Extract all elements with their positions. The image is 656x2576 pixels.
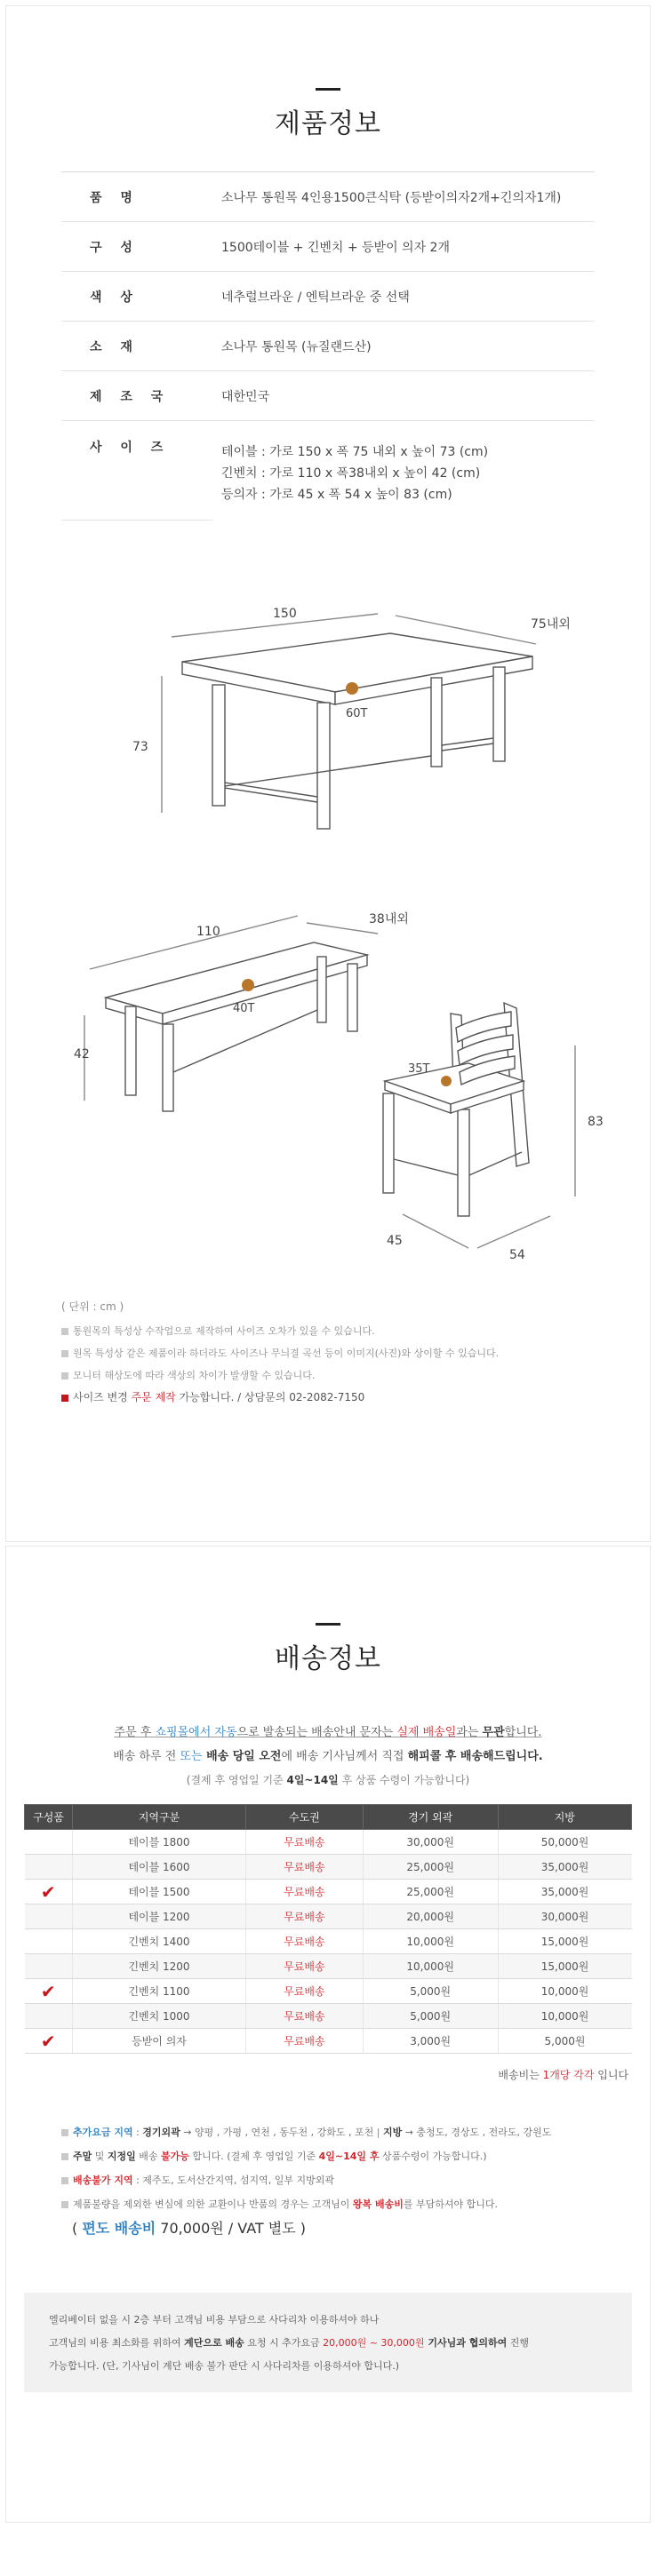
check-cell [25,1830,73,1855]
chair-height-label: 83 [588,1115,604,1129]
spec-label: 품 명 [61,172,212,222]
spec-label: 사 이 즈 [61,421,212,521]
item-cell: 긴벤치 1400 [73,1929,246,1954]
metro-fee-cell: 무료배송 [246,1929,364,1954]
column-header: 지역구분 [73,1805,246,1830]
item-cell: 테이블 1200 [73,1904,246,1929]
gyeonggi-fee-cell: 10,000원 [363,1929,498,1954]
table-row [25,2004,632,2029]
gyeonggi-fee-cell: 30,000원 [363,1830,498,1855]
shipping-info-section [5,1546,651,2523]
check-cell [25,2029,73,2054]
metro-fee-cell: 무료배송 [246,1979,364,2004]
local-fee-cell: 35,000원 [498,1880,631,1904]
item-cell: 긴벤치 1000 [73,2004,246,2029]
extra-fee-region: 추가요금 지역 : 경기외곽 → 양평 , 가평 , 연천 , 동두천 , 강화도 , 포천 | 지방 → 충청도, 경상도 , 전라도, 강원도 [61,2120,630,2144]
bullet-icon [61,2177,68,2184]
size-line-bench: 긴벤치 : 가로 110 x 폭38내외 x 높이 42 (cm) [221,465,481,481]
column-header: 수도권 [246,1805,364,1830]
chair-thickness-label: 35T [408,1062,430,1076]
column-header: 지방 [498,1805,631,1830]
gyeonggi-fee-cell: 25,000원 [363,1855,498,1880]
bench-height-label: 42 [74,1047,90,1061]
table-width-label: 150 [273,607,297,621]
table-diagram [6,592,652,877]
shipping-intro [6,1721,650,1793]
note-item: 통원목의 특성상 수작업으로 제작하여 사이즈 오차가 있을 수 있습니다. [61,1320,612,1342]
elevator-line-2: 고객님의 비용 최소화를 위하여 계단으로 배송 요청 시 추가요금 20,000원 ~ 30,000원 기사님과 협의하여 진행 [49,2337,529,2349]
shipping-info-header [6,1623,650,1675]
local-fee-cell: 35,000원 [498,1855,631,1880]
table-row [25,1855,632,1880]
title-bar [316,1623,340,1626]
product-info-title: 제품정보 [275,108,381,139]
local-fee-cell: 10,000원 [498,1979,631,2004]
spec-value: 네추럴브라운 / 엔틱브라운 중 선택 [212,272,595,322]
weekend-note: 주말 및 지정일 배송 불가능 합니다. (결제 후 영업일 기준 4일~14일 후 상품수령이 가능합니다.) [61,2144,630,2168]
bench-chair-diagram [6,903,652,1276]
spec-value-size [212,421,595,521]
table-row [25,1929,632,1954]
column-header: 경기 외곽 [363,1805,498,1830]
return-note: 제품불량을 제외한 변심에 의한 교환이나 반품의 경우는 고객님이 왕복 배송비를 부담하셔야 합니다. [61,2192,630,2216]
table-row [25,1979,632,2004]
spec-row-size [61,421,595,521]
bullet-icon [61,2201,68,2208]
checkmark-icon: ✔ [40,1980,56,2002]
gyeonggi-fee-cell: 10,000원 [363,1954,498,1979]
size-line-table: 테이블 : 가로 150 x 폭 75 내외 x 높이 73 (cm) [221,444,489,459]
table-row [25,1880,632,1904]
checkmark-icon: ✔ [40,2030,56,2052]
gyeonggi-fee-cell: 25,000원 [363,1880,498,1904]
table-row [25,1904,632,1929]
item-cell: 테이블 1600 [73,1855,246,1880]
gyeonggi-fee-cell: 5,000원 [363,1979,498,2004]
check-cell [25,1855,73,1880]
custom-order-note: 사이즈 변경 주문 제작 가능합니다. / 상담문의 02-2082-7150 [61,1387,612,1409]
table-row [25,1954,632,1979]
spec-row [61,322,595,371]
local-fee-cell: 30,000원 [498,1904,631,1929]
table-depth-label: 75내외 [531,617,571,632]
column-header: 구성품 [25,1805,73,1830]
metro-fee-cell: 무료배송 [246,1954,364,1979]
metro-fee-cell: 무료배송 [246,1880,364,1904]
bullet-icon [61,1395,68,1402]
spec-label: 구 성 [61,222,212,272]
elevator-notice [24,2293,632,2392]
shipping-extra-notes [61,2120,630,2240]
item-cell: 긴벤치 1200 [73,1954,246,1979]
bullet-icon [61,1372,68,1379]
spec-row [61,222,595,272]
checkmark-icon: ✔ [40,1880,56,1903]
gyeonggi-fee-cell: 20,000원 [363,1904,498,1929]
size-line-chair: 등의자 : 가로 45 x 폭 54 x 높이 83 (cm) [221,487,452,502]
title-bar [316,88,340,91]
chair-depth-label: 54 [509,1248,525,1262]
unit-label: ( 단위 : cm ) [61,1300,124,1313]
item-cell: 등받이 의자 [73,2029,246,2054]
intro-line-1: 주문 후 쇼핑몰에서 자동으로 발송되는 배송안내 문자는 실제 배송일과는 무관합니다. [114,1726,542,1739]
spec-row [61,371,595,421]
local-fee-cell: 15,000원 [498,1929,631,1954]
item-cell: 테이블 1800 [73,1830,246,1855]
product-notes [61,1296,612,1409]
elevator-line-1: 엘리베이터 없을 시 2층 부터 고객님 비용 부담으로 사다리차 이용하셔야 하나 [49,2314,380,2326]
local-fee-cell: 10,000원 [498,2004,631,2029]
local-fee-cell: 5,000원 [498,2029,631,2054]
thickness-marker-icon [346,682,358,695]
check-cell [25,2004,73,2029]
intro-line-2: 배송 하루 전 또는 배송 당일 오전에 배송 기사님께서 직접 해피콜 후 배송해드립니다. [113,1750,543,1763]
local-fee-cell: 15,000원 [498,1954,631,1979]
spec-table [61,171,595,521]
bullet-icon [61,1328,68,1335]
bullet-icon [61,2129,68,2136]
table-row [25,2029,632,2054]
shipping-info-title: 배송정보 [275,1643,381,1674]
chair-width-label: 45 [387,1234,403,1248]
metro-fee-cell: 무료배송 [246,2029,364,2054]
no-delivery-region: 배송불가 지역 : 제주도, 도서산간지역, 섬지역, 일부 지방외곽 [61,2168,630,2192]
spec-value: 1500테이블 + 긴벤치 + 등받이 의자 2개 [212,222,595,272]
fee-per-item-note: 배송비는 1개당 각각 입니다 [498,2069,628,2081]
bench-depth-label: 38내외 [369,912,409,926]
check-cell [25,1929,73,1954]
item-cell: 테이블 1500 [73,1880,246,1904]
note-item: 모니터 해상도에 따라 색상의 차이가 발생할 수 있습니다. [61,1364,612,1387]
spec-row [61,272,595,322]
bullet-icon [61,1350,68,1357]
spec-row [61,172,595,222]
table-height-label: 73 [132,740,148,754]
gyeonggi-fee-cell: 3,000원 [363,2029,498,2054]
check-cell [25,1880,73,1904]
bench-width-label: 110 [196,925,220,939]
check-cell [25,1904,73,1929]
item-cell: 긴벤치 1100 [73,1979,246,2004]
local-fee-cell: 50,000원 [498,1830,631,1855]
metro-fee-cell: 무료배송 [246,1904,364,1929]
spec-value: 소나무 통원목 (뉴질랜드산) [212,322,595,371]
table-header-row [25,1805,632,1830]
spec-label: 색 상 [61,272,212,322]
thickness-marker-icon [441,1076,452,1086]
product-info-header [6,88,650,140]
spec-label: 소 재 [61,322,212,371]
spec-value: 소나무 통원목 4인용1500큰식탁 (등받이의자2개+긴의자1개) [212,172,595,222]
check-cell [25,1954,73,1979]
check-cell [25,1979,73,2004]
one-way-fee: ( 편도 배송비 70,000원 / VAT 별도 ) [72,2220,307,2237]
table-row [25,1830,632,1855]
product-info-section [5,5,651,1542]
metro-fee-cell: 무료배송 [246,2004,364,2029]
bench-thickness-label: 40T [233,1002,255,1015]
spec-label: 제 조 국 [61,371,212,421]
elevator-line-3: 가능합니다. (단, 기사님이 계단 배송 불가 판단 시 사다리차를 이용하셔야 합니다.) [49,2360,400,2372]
intro-line-3: (결제 후 영업일 기준 4일~14일 후 상품 수령이 가능합니다) [186,1774,470,1786]
thickness-marker-icon [242,979,254,991]
table-thickness-label: 60T [346,707,368,720]
metro-fee-cell: 무료배송 [246,1830,364,1855]
gyeonggi-fee-cell: 5,000원 [363,2004,498,2029]
shipping-fee-table [24,1804,632,2054]
spec-value: 대한민국 [212,371,595,421]
note-item: 원목 특성상 같은 제품이라 하더라도 사이즈나 무늬결 곡선 등이 이미지(사진)와 상이할 수 있습니다. [61,1342,612,1364]
metro-fee-cell: 무료배송 [246,1855,364,1880]
bullet-icon [61,2153,68,2160]
